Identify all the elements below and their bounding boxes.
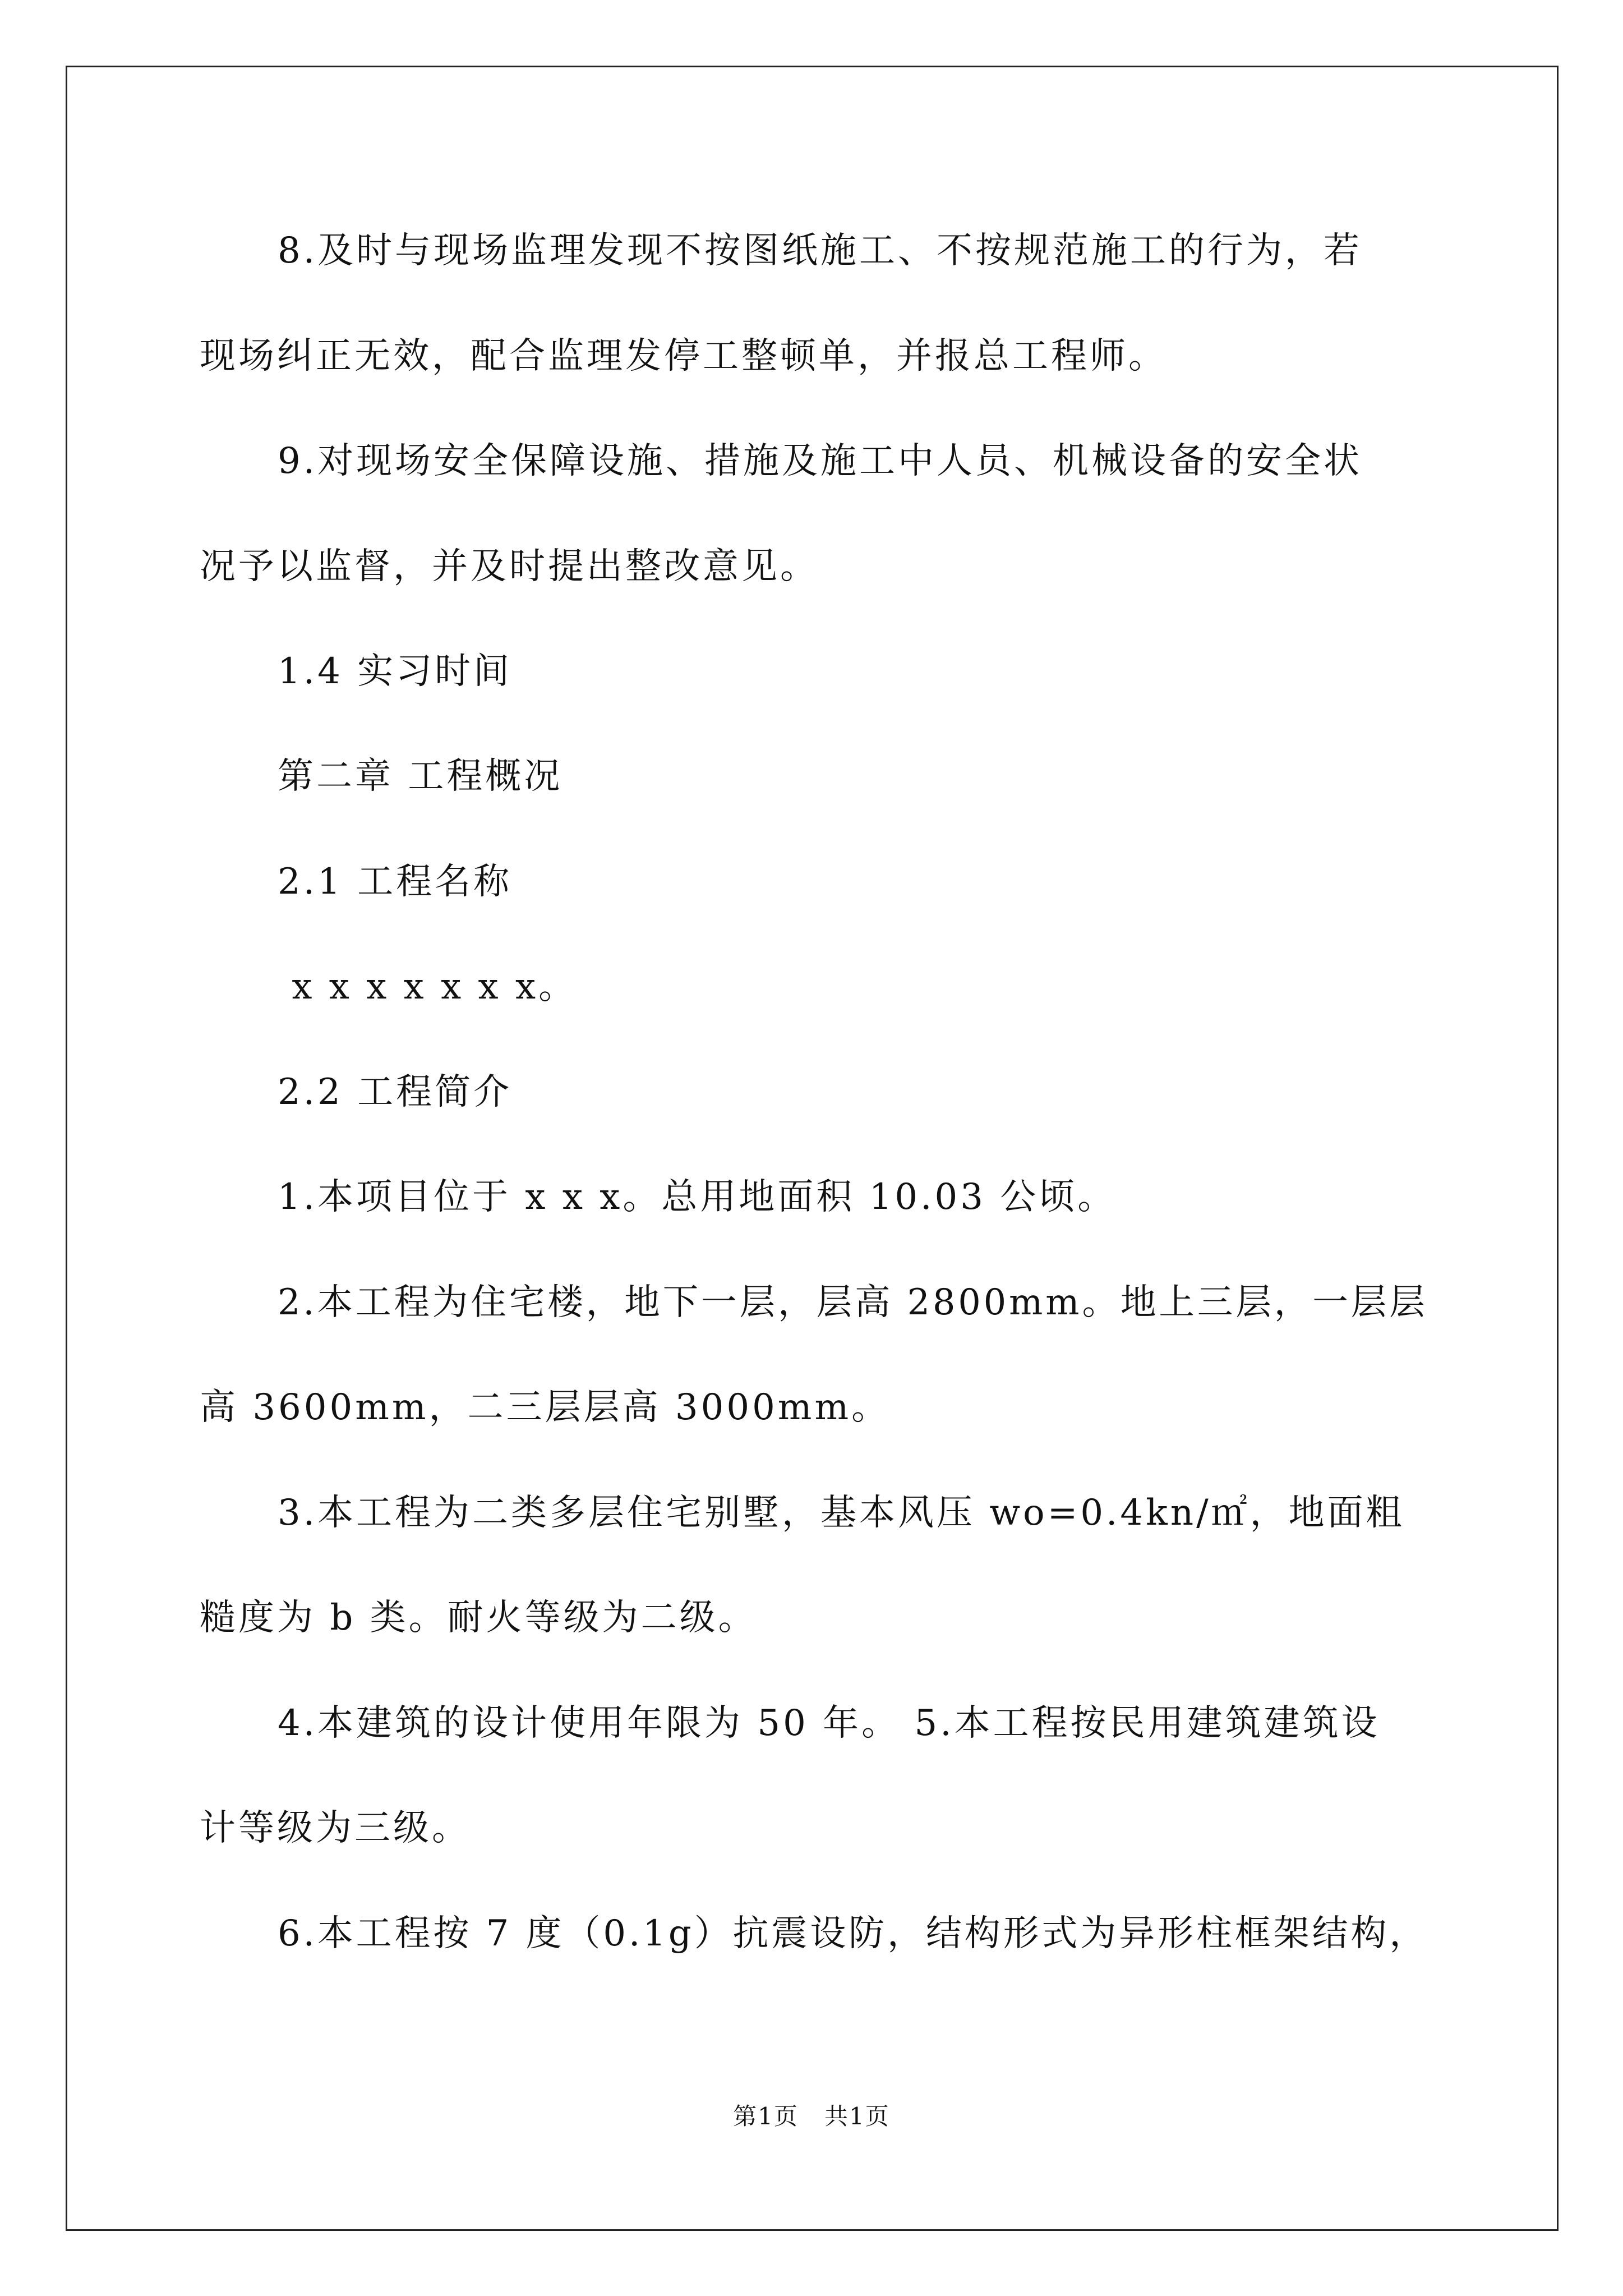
paragraph-line: 9.对现场安全保障设施、措施及施工中人员、机械设备的安全状 (278, 440, 1363, 482)
paragraph-line: 2.本工程为住宅楼，地下一层，层高 2800mm。地上三层，一层层 (278, 1282, 1428, 1323)
paragraph-line: 3.本工程为二类多层住宅别墅，基本风压 wo=0.4kn/㎡，地面粗 (278, 1492, 1405, 1534)
paragraph-line: 糙度为 b 类。耐火等级为二级。 (200, 1597, 757, 1639)
page-border (66, 66, 1559, 2231)
paragraph-line: 6.本工程按 7 度（0.1g）抗震设防，结构形式为异形柱框架结构， (278, 1913, 1428, 1954)
section-heading: 1.4 实习时间 (278, 651, 513, 692)
paragraph-line: 8.及时与现场监理发现不按图纸施工、不按规范施工的行为，若 (278, 230, 1363, 272)
chapter-heading: 第二章 工程概况 (278, 756, 563, 797)
section-heading: 2.1 工程名称 (278, 861, 513, 903)
paragraph-line: 高 3600mm，二三层层高 3000mm。 (200, 1387, 891, 1428)
section-heading: 2.2 工程简介 (278, 1071, 513, 1113)
paragraph-line: x x x x x x x。 (278, 966, 578, 1007)
page-footer: 第1页 共1页 (733, 2102, 890, 2130)
paragraph-line: 计等级为三级。 (200, 1807, 471, 1849)
paragraph-line: 况予以监督，并及时提出整改意见。 (200, 546, 819, 587)
paragraph-line: 现场纠正无效，配合监理发停工整顿单，并报总工程师。 (200, 335, 1167, 377)
paragraph-line: 1.本项目位于 x x x。总用地面积 10.03 公顷。 (278, 1176, 1117, 1218)
paragraph-line: 4.本建筑的设计使用年限为 50 年。 5.本工程按民用建筑建筑设 (278, 1703, 1380, 1744)
